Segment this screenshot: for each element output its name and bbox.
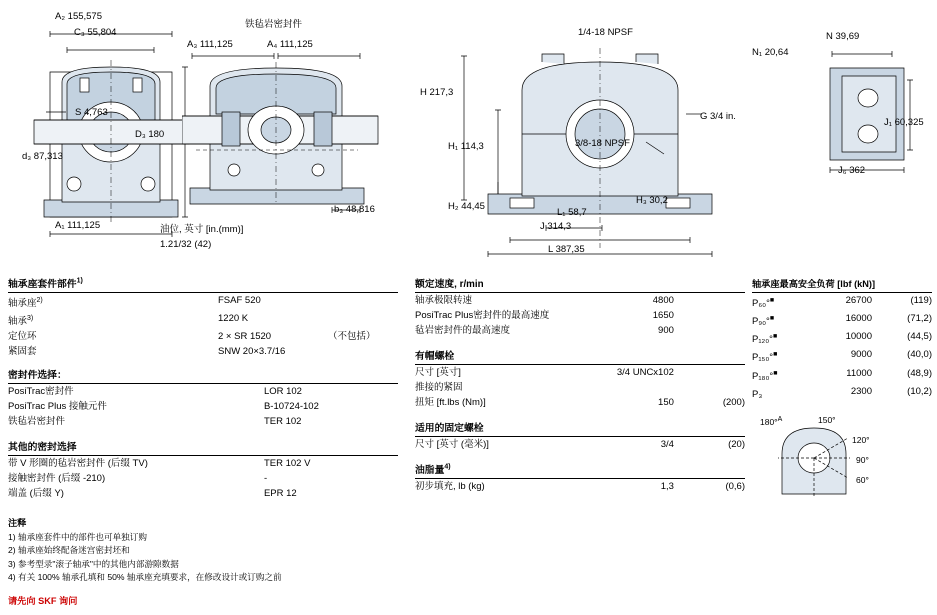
row-label: 轴承座$^{2)}$ <box>8 297 43 310</box>
row-value: 4800 <box>652 295 674 306</box>
row-value-2 <box>674 380 745 395</box>
dim-H3: H₃ 30,2 <box>636 195 668 206</box>
row-label: PosiTrac Plus 接触元件 <box>8 401 107 413</box>
angle-label-180: 180°$^A$ <box>760 415 783 427</box>
kit-parts-table <box>8 293 398 359</box>
row-value-2 <box>328 344 398 359</box>
row-label: 初步填充, lb (kg) <box>415 481 485 492</box>
housing-base-plan-drawing <box>812 46 927 186</box>
housing-kit-parts-column <box>8 276 398 607</box>
row-value: SNW 20×3.7/16 <box>218 346 286 358</box>
row-value: 9000 <box>850 349 872 361</box>
row-label: 端盖 (后缀 Y) <box>8 488 64 500</box>
dim-L: L 387,35 <box>548 244 585 255</box>
row-value-2: （不包括） <box>328 331 376 343</box>
notes-title: 注释 <box>8 518 27 529</box>
row-value-2: (48,9) <box>907 367 932 379</box>
table-row <box>752 384 932 402</box>
table-row <box>752 366 932 384</box>
safe-load-table <box>752 293 932 402</box>
table-row <box>415 323 745 338</box>
table-row <box>8 384 398 399</box>
table-row <box>752 329 932 347</box>
notes-block <box>8 517 398 585</box>
row-value: 1220 K <box>218 313 249 325</box>
housing-sealed-view-drawing <box>182 52 382 272</box>
dim-Ca: C₃ 55,804 <box>74 27 117 38</box>
load-angle-diagram <box>752 414 902 502</box>
dim-A4: A₄ 111,125 <box>267 39 313 50</box>
row-value-2: (119) <box>910 295 932 306</box>
safe-load-column <box>752 276 932 504</box>
row-label: 毡岩密封件的最高速度 <box>415 325 511 336</box>
technical-drawings <box>0 0 937 270</box>
row-label: P₉₀°■ <box>752 315 775 328</box>
row-value-2: (200) <box>722 397 745 408</box>
row-value: 1,3 <box>660 481 674 492</box>
speed-bolts-grease-column <box>415 276 745 494</box>
table-row <box>415 308 745 323</box>
row-value-2: (71,2) <box>907 313 932 325</box>
angle-label-150: 150° <box>818 414 836 425</box>
dim-thread-side: 3/8-18 NPSF <box>575 138 630 149</box>
row-value: B-10724-102 <box>263 401 319 413</box>
table-row <box>752 311 932 329</box>
row-label: 轴承极限转速 <box>415 295 473 306</box>
table-row <box>415 380 745 395</box>
row-label: P₆₀°■ <box>752 297 775 310</box>
dim-A3: A₃ 111,125 <box>187 39 233 50</box>
row-label: 铁毡岩密封件 <box>8 416 66 428</box>
row-value: 900 <box>658 325 674 336</box>
dim-H2: H₂ 44,45 <box>448 201 485 212</box>
row-value: 3/4 <box>660 439 674 450</box>
table-row <box>8 486 398 501</box>
dim-J: J 314,3 <box>540 221 572 232</box>
note-item: 4) 有关 100% 轴承孔填和 50% 轴承座充填要求，在修改设计或订购之前 <box>8 572 282 583</box>
row-value: 3/4 UNCx102 <box>616 367 674 378</box>
skf-inquiry-footer: 请先向 SKF 询问 <box>8 595 78 606</box>
angle-label-60: 60° <box>856 474 869 485</box>
dim-A2: A₂ 155,575 <box>55 11 103 22</box>
table-row <box>415 293 745 308</box>
table-row <box>415 395 745 410</box>
fixing-bolt-title: 适用的固定螺栓 <box>415 423 484 434</box>
table-row <box>8 471 398 486</box>
row-label: 推接的紧固 <box>415 382 463 393</box>
row-value: 1650 <box>652 310 674 321</box>
angle-label-90: 90° <box>856 454 869 465</box>
row-value-2 <box>674 293 745 308</box>
row-value-2 <box>674 365 745 380</box>
angle-label-120: 120° <box>852 434 870 445</box>
row-value: FSAF 520 <box>218 295 261 306</box>
row-label: 轴承$^{3)}$ <box>8 315 34 328</box>
dim-A1: A₁ 111,125 <box>55 220 101 231</box>
seal-choice-title: 密封件选择： <box>8 370 67 382</box>
other-seal-title: 其他的密封选择 <box>8 442 77 454</box>
housing-side-elevation-drawing <box>450 42 750 262</box>
col1-title: 轴承座套件部件$^{1)}$ <box>8 277 83 290</box>
dim-S: S 4,763 <box>75 107 108 118</box>
row-value-2 <box>328 293 398 311</box>
row-value: 11000 <box>846 367 872 379</box>
row-label: 定位环 <box>8 331 37 343</box>
dim-H: H 217,3 <box>420 87 454 98</box>
dim-thread-top: 1/4-18 NPSF <box>578 27 633 38</box>
row-label: 尺寸 [英寸] <box>415 367 461 378</box>
specification-tables <box>0 276 937 615</box>
dim-ba: b₃ 48,816 <box>334 204 375 215</box>
dim-N1: N₁ 20,64 <box>752 47 789 58</box>
fixing-bolt-table <box>415 437 745 452</box>
oil-level-note-2: 1.21/32 (42) <box>160 239 212 250</box>
table-row <box>415 365 745 380</box>
table-row <box>415 437 745 452</box>
row-label: PosiTrac Plus密封件的最高速度 <box>415 310 550 321</box>
cap-bolt-table <box>415 365 745 410</box>
row-value-2: (20) <box>728 439 745 450</box>
table-row <box>8 414 398 429</box>
table-row <box>8 329 398 344</box>
row-value: 16000 <box>845 313 872 325</box>
note-item: 1) 轴承座套件中的部件也可单独订购 <box>8 531 147 542</box>
row-value: - <box>263 473 268 485</box>
seal-choice-table <box>8 384 398 429</box>
table-row <box>752 347 932 365</box>
safe-load-title: 轴承座最高安全负荷 [lbf (kN)] <box>752 279 875 289</box>
row-value: 150 <box>658 397 674 408</box>
row-value-2: (44,5) <box>907 331 932 343</box>
row-value: 2 × SR 1520 <box>218 331 272 343</box>
table-row <box>752 293 932 311</box>
table-row <box>8 311 398 329</box>
row-label: P₁₅₀°■ <box>752 351 778 364</box>
table-row <box>8 293 398 311</box>
speed-table <box>415 293 745 338</box>
row-value-2 <box>674 308 745 323</box>
note-item: 3) 参考型录"滚子轴承"中的其他内部游隙数据 <box>8 558 179 569</box>
row-label: PosiTrac密封件 <box>8 386 74 398</box>
row-value-2: (40,0) <box>907 349 932 361</box>
felt-seal-title: 铁毡岩密封件 <box>245 19 303 30</box>
row-label: P₁₂₀°■ <box>752 333 778 346</box>
grease-title: 油脂量$^{4)}$ <box>415 463 451 476</box>
row-value <box>593 380 674 395</box>
row-value-2 <box>674 323 745 338</box>
dim-da: d₃ 87,313 <box>22 151 63 162</box>
table-row <box>8 456 398 471</box>
table-row <box>8 344 398 359</box>
row-label: P₃ <box>752 388 763 400</box>
load-angle-figure <box>752 414 932 504</box>
oil-level-note-1: 油位, 英寸 [in.(mm)] <box>160 224 244 235</box>
dim-J1: J₁ 60,325 <box>884 117 924 128</box>
dim-L1: L₁ 58,7 <box>557 207 587 218</box>
row-value: 10000 <box>845 331 872 343</box>
dim-Da: D₃ 180 <box>135 129 165 140</box>
row-value: EPR 12 <box>263 488 297 500</box>
grease-table <box>415 479 745 494</box>
cap-bolt-title: 有帽螺栓 <box>415 351 455 362</box>
row-value: TER 102 <box>263 416 302 428</box>
row-value: 2300 <box>850 385 872 397</box>
row-value: LOR 102 <box>263 386 302 398</box>
row-value-2 <box>328 311 398 329</box>
dim-N: N 39,69 <box>826 31 860 42</box>
row-label: P₁₈₀°■ <box>752 369 778 382</box>
row-label: 紧固套 <box>8 346 37 358</box>
row-label: 接触密封件 (后缀 -210) <box>8 473 106 485</box>
speed-title: 额定速度, r/min <box>415 279 484 290</box>
other-seal-table <box>8 456 398 501</box>
row-label: 带 V 形圈的毡岩密封件 (后缀 TV) <box>8 458 148 470</box>
table-row <box>8 399 398 414</box>
row-value-2: (10,2) <box>907 385 932 397</box>
row-label: 扭矩 [ft.lbs (Nm)] <box>415 397 486 408</box>
row-value-2: (0,6) <box>725 481 745 492</box>
row-value: 26700 <box>845 295 872 306</box>
table-row <box>415 479 745 494</box>
dim-H1: H₁ 114,3 <box>448 141 484 152</box>
dim-J6: J₆ 362 <box>838 165 866 176</box>
row-label: 尺寸 [英寸 (毫米)] <box>415 439 489 450</box>
note-item: 2) 轴承座始终配备迷宫密封坯和 <box>8 545 130 556</box>
row-value: TER 102 V <box>263 458 311 470</box>
dim-G: G 3/4 in. <box>700 111 736 122</box>
